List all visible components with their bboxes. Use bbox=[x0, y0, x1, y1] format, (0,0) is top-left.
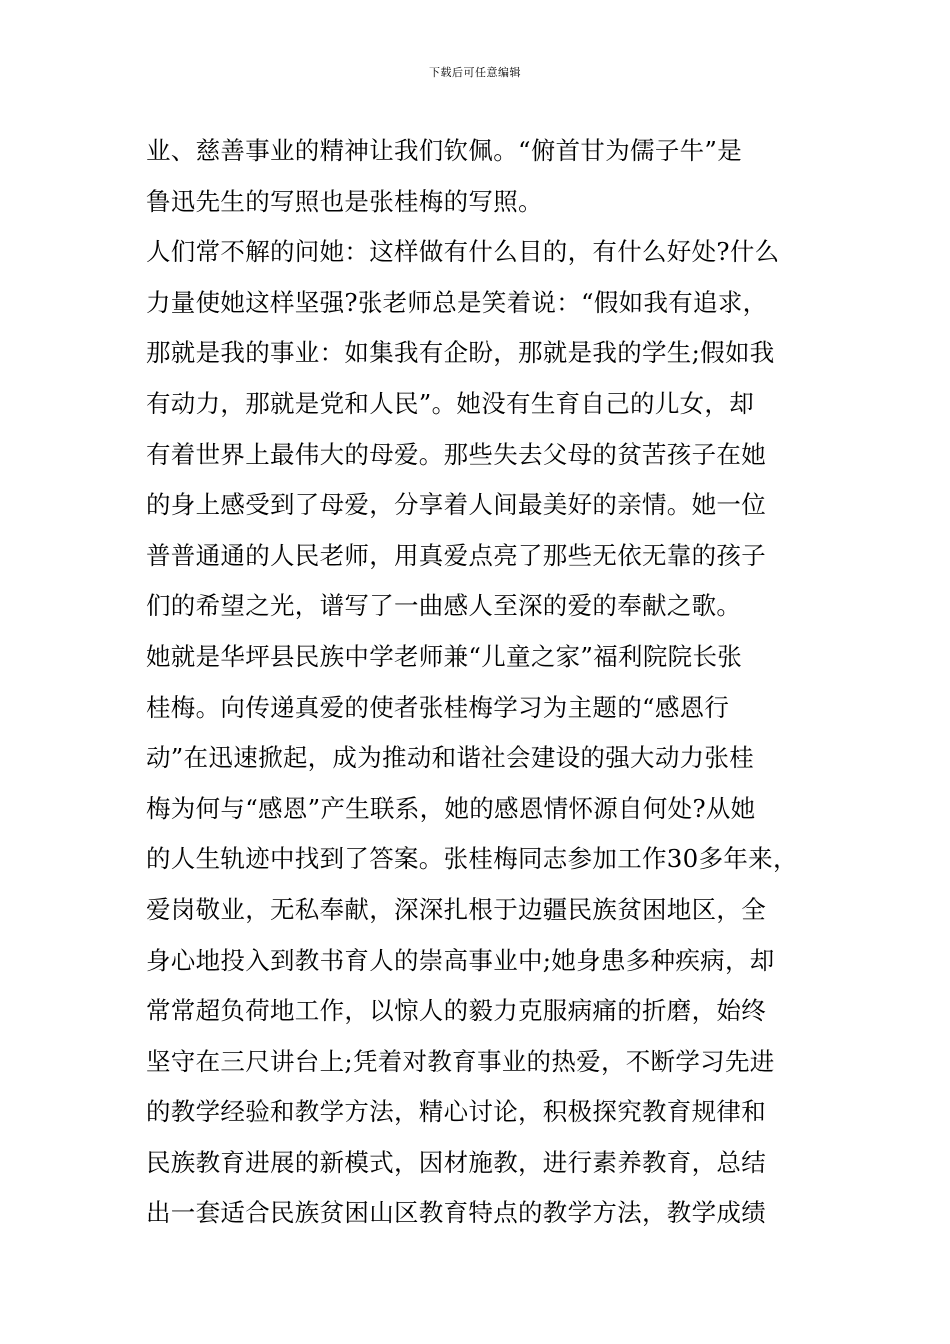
text-line: 爱岗敬业，无私奉献，深深扎根于边疆民族贫困地区，全 bbox=[146, 894, 766, 924]
text-line: 普普通通的人民老师，用真爱点亮了那些无依无靠的孩子 bbox=[146, 540, 766, 570]
body-text bbox=[146, 126, 826, 1239]
text-line: 人们常不解的问她：这样做有什么目的，有什么好处?什么 bbox=[146, 237, 780, 267]
text-line: 动”在迅速掀起，成为推动和谐社会建设的强大动力张桂 bbox=[146, 743, 755, 773]
text-line: 那就是我的事业：如集我有企盼，那就是我的学生;假如我 bbox=[146, 338, 775, 368]
text-line: 坚守在三尺讲台上;凭着对教育事业的热爱，不断学习先进 bbox=[146, 1046, 775, 1076]
text-line: 力量使她这样坚强?张老师总是笑着说：“假如我有追求， bbox=[146, 287, 768, 317]
text-line: 身心地投入到教书育人的崇高事业中;她身患多种疾病，却 bbox=[146, 945, 775, 975]
text-line: 出一套适合民族贫困山区教育特点的教学方法，教学成绩 bbox=[146, 1198, 766, 1228]
text-line: 的教学经验和教学方法，精心讨论，积极探究教育规律和 bbox=[146, 1097, 766, 1127]
text-line: 鲁迅先生的写照也是张桂梅的写照。 bbox=[146, 186, 543, 216]
text-line: 们的希望之光，谱写了一曲感人至深的爱的奉献之歌。 bbox=[146, 591, 742, 621]
text-line: 有着世界上最伟大的母爱。那些失去父母的贫苦孩子在她 bbox=[146, 439, 766, 469]
page-header: 下载后可任意编辑 bbox=[429, 66, 521, 79]
text-line: 梅为何与“感恩”产生联系，她的感恩情怀源自何处?从她 bbox=[146, 793, 756, 823]
text-line: 的人生轨迹中找到了答案。张桂梅同志参加工作30多年来， bbox=[146, 844, 798, 874]
text-line: 她就是华坪县民族中学老师兼“儿童之家”福利院院长张 bbox=[146, 641, 743, 671]
text-line: 的身上感受到了母爱，分享着人间最美好的亲情。她一位 bbox=[146, 490, 766, 520]
text-line: 有动力，那就是党和人民”。她没有生育自己的儿女，却 bbox=[146, 388, 755, 418]
text-line: 民族教育进展的新模式，因材施教，进行素养教育，总结 bbox=[146, 1147, 766, 1177]
text-line: 业、慈善事业的精神让我们钦佩。“俯首甘为儒子牛”是 bbox=[146, 136, 743, 165]
text-line: 桂梅。向传递真爱的使者张桂梅学习为主题的“感恩行 bbox=[146, 692, 730, 722]
text-line: 常常超负荷地工作，以惊人的毅力克服病痛的折磨，始终 bbox=[146, 996, 766, 1026]
